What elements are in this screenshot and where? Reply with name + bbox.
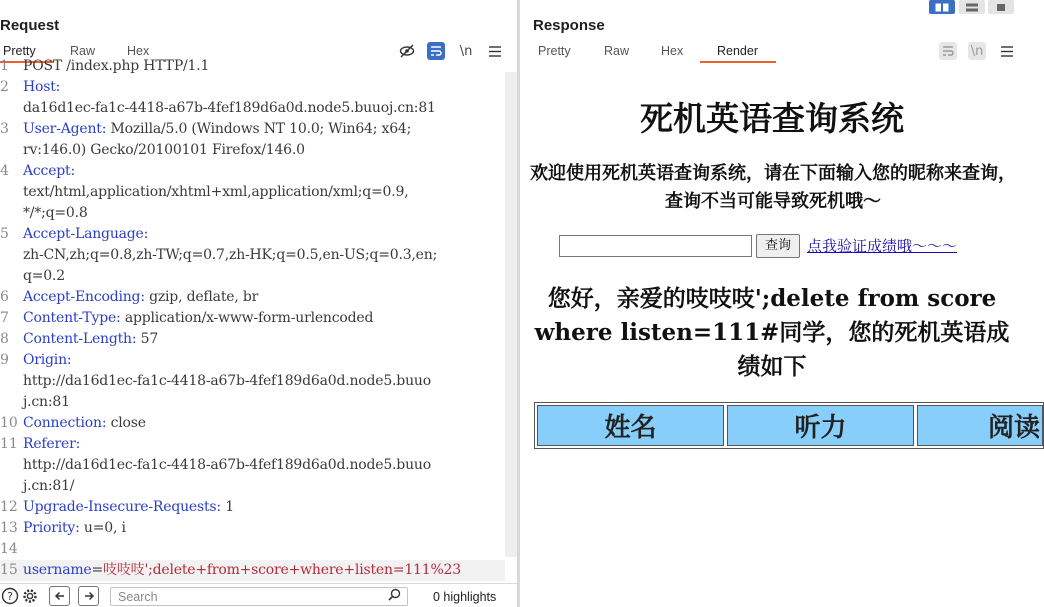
line-text [23,119,411,140]
tab-render[interactable]: Render [717,44,758,58]
field-name: Host: [23,79,61,95]
field-name: Priority: [23,520,80,536]
field-name: Upgrade-Insecure-Requests: [23,499,221,515]
request-scrollbar[interactable] [505,72,517,557]
field-value: zh-CN,zh;q=0.8,zh-TW;q=0.7,zh-HK;q=0.5,en-US;q=0.3,en; [23,247,438,263]
line-text [23,98,436,119]
request-line [0,371,505,392]
line-number: 4 [0,163,9,179]
line-text [23,329,158,350]
request-line [0,518,505,539]
line-text [23,161,75,182]
page-heading: 死机英语查询系统 [640,99,904,138]
line-number: 5 [0,226,9,242]
tab-raw[interactable]: Raw [604,44,630,58]
line-number: 6 [0,289,9,305]
line-text [23,56,209,77]
table-header-name: 姓名 [537,405,724,446]
layout-side-by-side-icon[interactable] [929,0,955,14]
tab-raw[interactable]: Raw [70,44,96,58]
line-number: 10 [0,415,18,431]
line-number: 2 [0,79,9,95]
rendered-page [522,66,1041,607]
field-value: da16d1ec-fa1c-4418-a67b-4fef189d6a0d.node5.buuoj.cn:81 [23,100,436,116]
table-header-listening: 听力 [727,405,914,446]
field-value: j.cn:81 [23,394,70,410]
search-placeholder: Search [118,590,158,604]
field-value: text/html,application/xhtml+xml,application/xml;q=0.9, [23,184,409,200]
response-panel [520,0,1041,607]
score-table [534,402,1044,449]
field-value: = [91,562,104,578]
greeting-text: 您好，亲爱的吱吱吱';delete from score where listen=111#同学，您的死机英语成绩如下 [534,285,1010,380]
field-name: Content-Length: [23,331,137,347]
field-value: http://da16d1ec-fa1c-4418-a67b-4fef189d6a0d.node5.buuo [23,457,431,473]
request-line [0,476,505,497]
field-value: rv:146.0) Gecko/20100101 Firefox/146.0 [23,142,305,158]
line-text [23,371,431,392]
request-line [0,308,505,329]
field-value: 吱吱吱';delete+from+score+where+listen=111%23 [103,562,461,578]
newline-toggle[interactable]: \n [459,43,473,59]
query-button[interactable]: 查询 [756,234,800,258]
line-text [23,266,65,287]
line-text [23,350,71,371]
line-number: 9 [0,352,9,368]
request-line [0,434,505,455]
line-number: 11 [0,436,18,452]
line-text [23,560,461,581]
request-body-line [0,560,505,581]
nickname-input[interactable] [559,235,752,257]
line-number: 15 [0,562,18,578]
request-line [0,161,505,182]
line-number: 3 [0,121,9,137]
field-name: Referer: [23,436,81,452]
highlights-count: 0 highlights [433,590,497,604]
svg-text:?: ? [7,590,13,603]
line-number: 1 [0,58,9,74]
field-value: POST /index.php HTTP/1.1 [23,58,210,74]
menu-icon[interactable] [998,42,1016,60]
settings-gear-icon[interactable] [20,586,40,606]
line-text [23,434,80,455]
field-value: close [106,415,146,431]
line-text [23,476,74,497]
line-number: 8 [0,331,9,347]
welcome-text: 欢迎使用死机英语查询系统，请在下面输入您的昵称来查询，查询不当可能导致死机哦～ [530,163,1016,212]
previous-match-button[interactable] [49,586,70,606]
word-wrap-icon[interactable] [939,42,957,60]
table-header-reading: 阅读 [917,405,1043,446]
line-number: 13 [0,520,18,536]
request-line [0,140,505,161]
tab-hex[interactable]: Hex [661,44,684,58]
field-value: */*;q=0.8 [23,205,88,221]
request-line [0,203,505,224]
line-text [23,308,373,329]
line-text [23,497,234,518]
field-value: application/x-www-form-urlencoded [120,310,374,326]
line-text [23,518,126,539]
request-line [0,539,505,560]
request-line [0,266,505,287]
layout-vertical-icon[interactable] [959,0,985,14]
request-line [0,413,505,434]
request-line [0,224,505,245]
next-match-button[interactable] [78,586,99,606]
line-text [23,203,88,224]
line-text [23,77,60,98]
verify-score-link[interactable]: 点我验证成绩哦～～～ [807,237,958,255]
field-name: Accept-Language: [23,226,149,242]
line-number: 14 [0,541,18,557]
request-panel [0,0,517,607]
active-tab-indicator [700,61,776,63]
field-name: Connection: [23,415,107,431]
line-text [23,245,437,266]
field-name: username [23,562,92,578]
field-value: q=0.2 [23,268,65,284]
field-value: 1 [220,499,234,515]
field-name: Accept: [23,163,75,179]
request-line [0,392,505,413]
line-text [23,287,258,308]
request-title: Request [0,17,60,34]
help-icon[interactable] [0,586,20,606]
tab-pretty[interactable]: Pretty [538,44,571,58]
field-value: j.cn:81/ [23,478,75,494]
request-line [0,56,505,77]
request-line [0,455,505,476]
search-input[interactable] [110,587,408,606]
tab-pretty[interactable]: Pretty [3,44,36,58]
search-icon [388,588,401,604]
line-number: 7 [0,310,9,326]
field-value: Mozilla/5.0 (Windows NT 10.0; Win64; x64; [106,121,412,137]
field-value: u=0, i [79,520,126,536]
field-name: Accept-Encoding: [23,289,145,305]
field-value: 57 [136,331,159,347]
layout-tabs-icon[interactable] [988,0,1014,14]
field-name: User-Agent: [23,121,107,137]
field-value: http://da16d1ec-fa1c-4418-a67b-4fef189d6a0d.node5.buuo [23,373,431,389]
field-name: Origin: [23,352,72,368]
field-name: Content-Type: [23,310,121,326]
line-text [23,140,305,161]
field-value: gzip, deflate, br [144,289,259,305]
request-line [0,497,505,518]
request-editor[interactable] [0,58,505,578]
request-line [0,182,505,203]
request-line [0,77,505,98]
request-line [0,329,505,350]
line-number: 12 [0,499,18,515]
request-line [0,245,505,266]
tab-hex[interactable]: Hex [127,44,150,58]
request-line [0,350,505,371]
line-text [23,455,431,476]
newline-toggle[interactable]: \n [968,42,986,60]
line-text [23,182,408,203]
request-search-bar [0,583,517,607]
response-title: Response [533,17,605,34]
line-text [23,224,148,245]
request-line [0,119,505,140]
line-text [23,413,146,434]
line-text [23,392,70,413]
request-line [0,287,505,308]
request-line [0,98,505,119]
